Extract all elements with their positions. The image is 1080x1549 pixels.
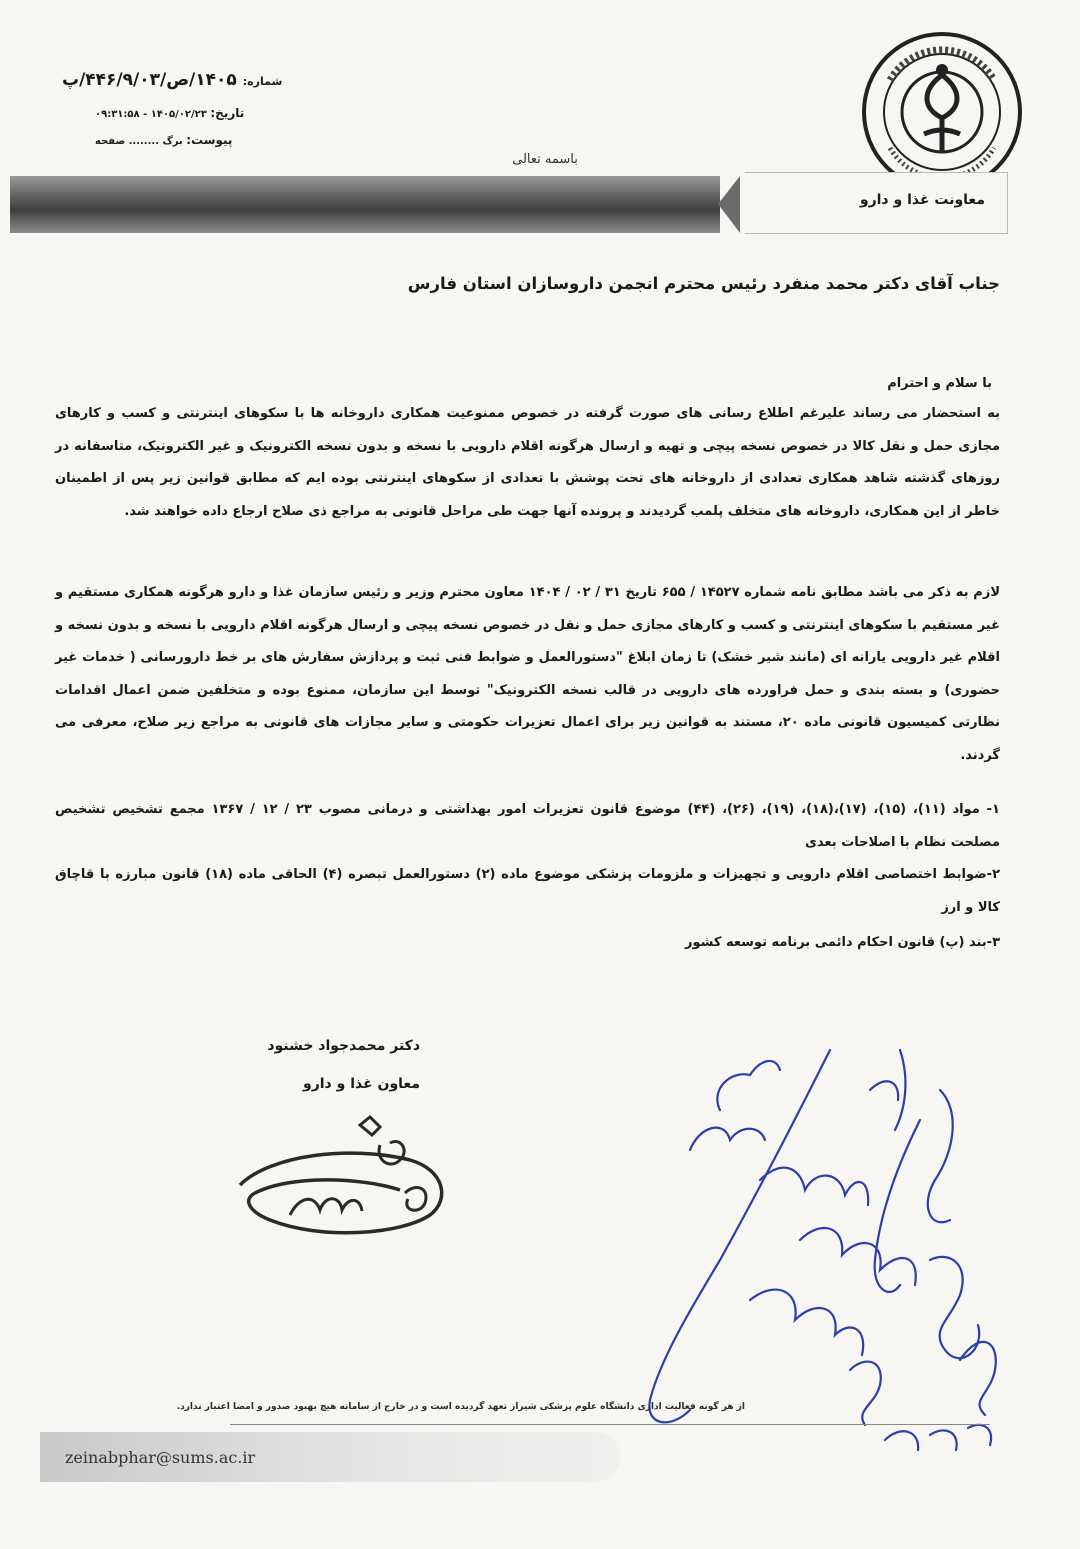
signer-title: معاون غذا و دارو bbox=[303, 1076, 420, 1092]
banner-arrow bbox=[718, 176, 740, 233]
handwritten-annotation bbox=[600, 1030, 1030, 1500]
letter-number bbox=[62, 70, 282, 90]
letter-date-label: تاریخ: bbox=[210, 106, 245, 120]
letter-number-label: شماره: bbox=[242, 75, 283, 88]
header-banner bbox=[10, 176, 720, 233]
greeting: با سلام و احترام bbox=[887, 376, 992, 391]
letter-attachment-label: پیوست: bbox=[186, 133, 233, 147]
recipient-line: جناب آقای دکتر محمد منفرد رئیس محترم انجمن داروسازان استان فارس bbox=[407, 274, 1000, 293]
letter-date bbox=[95, 106, 244, 120]
law-item-1: ۱- مواد (۱۱)، (۱۵)، (۱۷)،(۱۸)، (۱۹)، (۲۶)، (۴۴) موضوع قانون تعزیرات امور بهداشتی و درمانی مصوب ۲۳ / ۱۲ / ۱۳۶۷ مجمع تشخیص تشخیص مصلحت نظام با اصلاحات بعدی bbox=[55, 802, 1000, 850]
basmala-heading: باسمه تعالی bbox=[512, 152, 578, 167]
letter-attachment bbox=[95, 133, 232, 147]
footer-divider bbox=[230, 1424, 990, 1425]
university-seal-logo bbox=[860, 30, 1025, 195]
body-paragraph-2: لازم به ذکر می باشد مطابق نامه شماره ۱۴۵۲۷ / ۶۵۵ تاریخ ۳۱ / ۰۲ / ۱۴۰۴ معاون محترم وزیر و رئیس سازمان غذا و دارو هرگونه همکاری مستقیم و غیر مستقیم با سکوهای اینترنتی و کسب و کارهای مجازی حمل و نقل در خصوص نسخه پیچی و ارسال هرگونه اقلام دارویی با نسخه و بدون نسخه و اقلام غیر دارویی یارانه ای (مانند شیر خشک) تا زمان ابلاغ "دستورالعمل و ضوابط فنی ثبت و پردازش سفارش های بر خط دارورسانی ( خدمات غیر حضوری) و بسته بندی و حمل فراورده های دارویی در قالب نسخه الکترونیک" توسط این سازمان، ممنوع بوده و متخلفین ضمن اعمال اقدامات نظارتی کمیسیون قانونی ماده ۲۰، مستند به قوانین زیر برای اعمال تعزیرات حکومتی و سایر مجازات های قانونی به مراجع زیر صلاح، معرفی می گردند. bbox=[55, 585, 1000, 763]
letter-page-label: برگ ........ صفحه bbox=[95, 136, 183, 147]
letter-number-value: ۱۴۰۵/ص/۴۴۶/۹/۰۳/پ bbox=[62, 70, 237, 90]
law-item-2: ۲-ضوابط اختصاصی اقلام دارویی و تجهیزات و ملزومات پزشکی موضوع ماده (۲) دستورالعمل تبصره (۴) الحاقی ماده (۱۸) قانون مبارزه با قاچاق کالا و ارز bbox=[55, 867, 1000, 915]
letter-date-value: ۱۴۰۵/۰۲/۲۳ - ۰۹:۳۱:۵۸ bbox=[95, 109, 207, 120]
signer-name: دکتر محمدجواد خشنود bbox=[267, 1038, 420, 1054]
signature-stamp bbox=[230, 1115, 460, 1245]
law-item-3: ۳-بند (پ) قانون احکام دائمی برنامه توسعه کشور bbox=[685, 935, 1000, 950]
department-label: معاونت غذا و دارو bbox=[859, 192, 985, 208]
contact-email[interactable]: zeinabphar@sums.ac.ir bbox=[65, 1448, 256, 1467]
body-paragraph-1: به استحضار می رساند علیرغم اطلاع رسانی های صورت گرفته در خصوص ممنوعیت همکاری داروخانه ها با سکوهای اینترنتی و کسب و کارهای مجازی حمل و نقل کالا در خصوص نسخه پیچی و تهیه و ارسال هرگونه اقلام دارویی با نسخه و بدون نسخه الکترونیک و غیر الکترونیک، متاسفانه در روزهای گذشته شاهد همکاری تعدادی از داروخانه های تحت پوشش با تعدادی از سکوهای اینترنتی بوده ایم که مطابق قوانین زیر پس از اطمینان خاطر از این همکاری، داروخانه های متخلف پلمب گردیدند و پرونده آنها جهت طی مراحل قانونی به مراجع ذی صلاح ارجاع داده خواهند شد. bbox=[55, 406, 1000, 519]
footer-note: از هر گونه فعالیت اداری دانشگاه علوم پزشکی شیراز تعهد گردیده است و در خارج از سامانه هیچ بهبود صدور و امضا اعتبار ندارد. bbox=[176, 1402, 745, 1412]
